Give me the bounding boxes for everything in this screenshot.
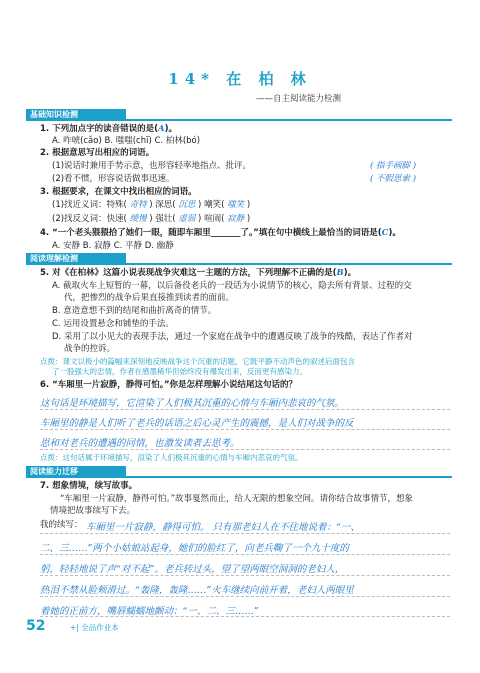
question-5-option-d: D. 采用了以小见大的表现手法，通过一个家庭在战争中的遭遇反映了战争的残酷，表达了作者对 xyxy=(52,332,413,342)
question-7-prompt-1: “车厢里一片寂静，静得可怕。”故事戛然而止，给人无限的想象空间。请你结合故事情节，想象 xyxy=(60,494,414,504)
answer-rule xyxy=(40,409,450,410)
answer-rule xyxy=(40,429,450,430)
question-6-handwritten-3: 思和对老兵的遭遇的同情，也激发读者去思考。 xyxy=(40,438,240,449)
page-number: 52 xyxy=(26,618,46,634)
section-header-reading: 阅读理解检测 xyxy=(26,253,126,264)
question-4-answer: C xyxy=(381,228,389,238)
answer-rule xyxy=(40,533,450,534)
question-7-handwritten-5: 着她的正前方，嘴唇蠕蠕地颤动：“一、二、三……” xyxy=(40,606,259,617)
question-5-answer: B xyxy=(336,268,344,278)
question-6-handwritten-2: 车厢里的静是人们听了老兵的话语之后心灵产生的震撼，是人们对战争的反 xyxy=(40,418,354,429)
answer-rule xyxy=(40,616,450,617)
question-5-stem: 5. 对《在柏林》这篇小说表现战争灾难这一主题的方法，下列理解不正确的是(B)。 xyxy=(40,268,357,278)
question-7-handwritten-4: 热泪不禁从脸颊滑过。“轰隆，轰隆……”火车继续向前开着，老妇人两眼里 xyxy=(40,585,354,596)
section-header-basic: 基础知识检测 xyxy=(26,109,126,120)
question-2-item-1: (1)说话时兼用手势示意，也形容轻率地指点、批评。 xyxy=(52,161,252,171)
question-1-options: A. 咋唬(cǎo) B. 嗤嗤(chī) C. 柏林(bó) xyxy=(52,136,201,146)
question-2-answer-2: ( 不假思索 ) xyxy=(370,174,417,184)
question-5-option-a-cont: 代，把惨烈的战争后果直接推到读者的面前。 xyxy=(64,293,235,303)
page-title: 14* 在 柏 林 xyxy=(168,70,312,88)
question-4-options: A. 安静 B. 寂静 C. 平静 D. 幽静 xyxy=(52,241,174,251)
question-3-row-2: (2)找反义词：快速( 缓慢 ) 强壮( 虚弱 ) 喧闹( 寂静 ) xyxy=(52,214,251,224)
question-6-stem: 6. “车厢里一片寂静，静得可怕。”你是怎样理解小说结尾这句话的？ xyxy=(40,380,298,390)
section-divider xyxy=(26,476,452,478)
page-subtitle: ——自主阅读能力检测 xyxy=(256,94,342,104)
section-header-transfer: 阅读能力迁移 xyxy=(26,466,126,477)
answer-rule xyxy=(40,596,450,597)
question-1-answer: A xyxy=(158,124,165,134)
section-divider xyxy=(26,119,452,121)
question-7-prompt-2: 情境把故事续写下去。 xyxy=(50,506,136,516)
section-divider xyxy=(26,263,452,265)
question-5-hint-1: 点拨：课文以极小的篇幅来深刻地反映战争这个沉重的话题，它既平静不动声色的叙述后面包含 xyxy=(40,357,355,366)
question-1-stem: 1. 下列加点字的读音错误的是(A)。 xyxy=(40,124,177,134)
question-3-stem: 3. 根据要求，在课文中找出相应的词语。 xyxy=(40,187,197,197)
question-7-handwritten-3: 躬，轻轻地说了声“对不起”。老兵转过头，望了望两眼空洞洞的老妇人， xyxy=(40,564,345,575)
question-6-handwritten-1: 这句话是环境描写，它渲染了人们极其沉重的心情与车厢内悲哀的气氛。 xyxy=(40,398,345,409)
question-5-option-d-cont: 战争的控诉。 xyxy=(64,344,116,354)
question-5-option-c: C. 运用设置悬念和铺垫的手法。 xyxy=(52,319,174,329)
question-7-label: 我的续写： xyxy=(40,520,83,530)
question-5-option-b: B. 意造意想不到的结尾和曲折离奇的情节。 xyxy=(52,306,217,316)
question-6-hint: 点拨：这句话属于环境描写，渲染了人们极其沉重的心情与车厢内悲哀的气氛。 xyxy=(40,453,303,462)
question-7-handwritten-2: 二、三……”两个小姑娘站起身，她们的脸红了，向老兵鞠了一个九十度的 xyxy=(40,543,349,554)
answer-rule xyxy=(40,554,450,555)
question-7-handwritten-1: 车厢里一片寂静，静得可怕。 只有那老妇人在不住地说着：“一、 xyxy=(86,522,360,533)
answer-rule xyxy=(40,449,450,450)
question-5-option-a: A. 截取火车上短暂的一幕，以后备役老兵的一段话为小说情节的核心，隐去所有背景、过程的交 xyxy=(52,281,412,291)
question-5-hint-2: 了一股强大的忠情，作者在感墨稀华但始终没有爆发出来，反而更有感染力。 xyxy=(52,367,307,376)
footer-publisher: +| 全品作业本 xyxy=(70,623,119,632)
question-4-stem: 4. “一个老头猥猥拾了她们一眼，随即车厢里_______了。”填在句中横线上最恰当的词语是(C)。 xyxy=(40,228,401,238)
answer-rule xyxy=(40,575,450,576)
question-2-answer-1: ( 指手画脚 ) xyxy=(370,161,417,171)
question-3-row-1: (1)找近义词：特殊( 奇特 ) 深思( 沉思 ) 嘲笑( 嗤笑 ) xyxy=(52,200,251,210)
question-2-item-2: (2)看不惯，形容说话做事迅速。 xyxy=(52,174,175,184)
question-2-stem: 2. 根据意思写出相应的词语。 xyxy=(40,148,155,158)
question-7-stem: 7. 想象情境，续写故事。 xyxy=(40,481,138,491)
